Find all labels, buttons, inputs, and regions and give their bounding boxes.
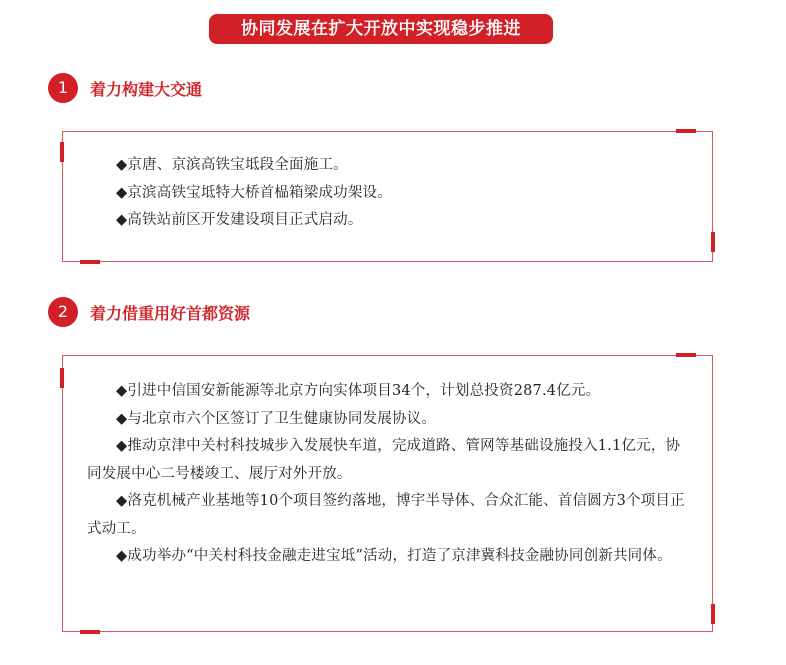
section-2-header: [48, 297, 250, 327]
list-item-text: 推动京津中关村科技城步入发展快车道，完成道路、管网等基础设施投入1.1亿元，协同发展中心二号楼竣工、展厅对外开放。: [87, 438, 681, 482]
diamond-bullet-icon: ◆: [116, 212, 128, 228]
box-corner-accent: [80, 260, 100, 264]
list-item: [87, 433, 688, 488]
section-1-box: [62, 131, 713, 262]
box-corner-accent: [676, 129, 696, 133]
list-item-text: 成功举办“中关村科技金融走进宝坻”活动，打造了京津冀科技金融协同创新共同体。: [127, 548, 672, 564]
diamond-bullet-icon: ◆: [116, 548, 128, 564]
section-1-title: 着力构建大交通: [90, 79, 203, 99]
list-item-text: 京滨高铁宝坻特大桥首榀箱梁成功架设。: [127, 184, 392, 201]
diamond-bullet-icon: ◆: [116, 493, 128, 509]
list-item-text: 引进中信国安新能源等北京方向实体项目34个，计划总投资287.4亿元。: [127, 383, 601, 399]
list-item-text: 京唐、京滨高铁宝坻段全面施工。: [127, 157, 348, 173]
section-1-list: [63, 132, 712, 235]
list-item-text: 与北京市六个区签订了卫生健康协同发展协议。: [127, 410, 437, 427]
list-item: [87, 406, 688, 434]
page-title-banner: 协同发展在扩大开放中实现稳步推进: [209, 14, 553, 44]
diamond-bullet-icon: ◆: [116, 383, 128, 399]
box-corner-accent: [80, 630, 100, 634]
diamond-bullet-icon: ◆: [116, 157, 128, 173]
list-item: [87, 488, 688, 543]
section-2-number-badge: 2: [48, 297, 78, 327]
box-corner-accent: [676, 353, 696, 357]
box-corner-accent: [60, 368, 64, 388]
box-corner-accent: [60, 142, 64, 162]
list-item: [87, 378, 688, 406]
section-2-box: [62, 355, 713, 632]
list-item: [87, 180, 688, 208]
diamond-bullet-icon: ◆: [116, 184, 128, 201]
list-item: [87, 152, 688, 180]
box-corner-accent: [711, 604, 715, 624]
section-2-title: 着力借重用好首都资源: [90, 303, 251, 323]
section-1-header: [48, 73, 202, 103]
box-corner-accent: [711, 232, 715, 252]
list-item-text: 高铁站前区开发建设项目正式启动。: [127, 212, 363, 228]
list-item: [87, 207, 688, 235]
list-item-text: 洛克机械产业基地等10个项目签约落地，博宇半导体、合众汇能、首信圆方3个项目正式动工。: [87, 493, 685, 537]
section-1-number-badge: 1: [48, 73, 78, 103]
diamond-bullet-icon: ◆: [116, 438, 128, 454]
diamond-bullet-icon: ◆: [116, 410, 128, 427]
list-item: [87, 543, 688, 571]
section-2-list: [63, 356, 712, 571]
